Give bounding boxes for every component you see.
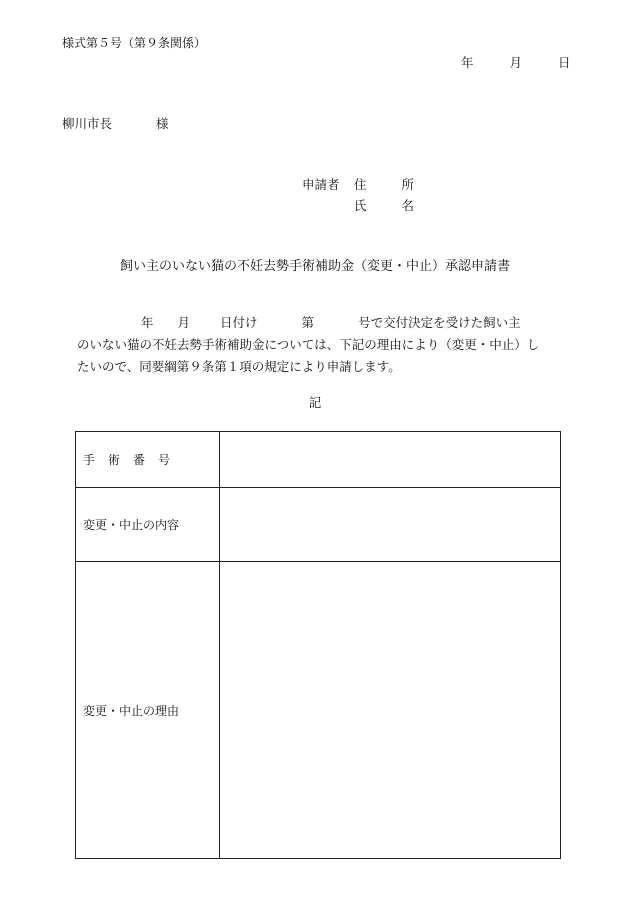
recipient [62,114,169,132]
change-reason-field[interactable] [220,562,561,859]
change-content-label: 変更・中止の内容 [76,488,220,562]
form-number: 様式第５号（第９条関係） [62,36,207,50]
body-line-3: たいので、同要綱第９条第１項の規定により申請します。 [77,359,401,374]
body-text [77,312,567,378]
table-row [76,488,561,562]
change-reason-label: 変更・中止の理由 [76,562,220,859]
document-title: 飼い主のいない猫の不妊去勢手術補助金（変更・中止）承認申請書 [119,259,510,274]
name-label: 氏 名 [354,198,414,213]
table-row [76,432,561,488]
address-label: 住 所 [354,177,414,192]
body-line-1: 年 月 日付け 第 号で交付決定を受けた飼い主 [141,315,521,330]
surgery-number-label: 手術番号 [76,432,220,488]
change-content-field[interactable] [220,488,561,562]
applicant-block [302,174,414,216]
form-table [75,431,561,859]
recipient-honorific: 様 [156,116,169,131]
date-month-label: 月 [509,55,522,70]
surgery-number-field[interactable] [220,432,561,488]
ki-heading: 記 [308,395,322,410]
applicant-label: 申請者 [302,177,340,192]
body-line-2: のいない猫の不妊去勢手術補助金については、下記の理由により（変更・中止）し [77,337,540,352]
table-row [76,562,561,859]
date-year-label: 年 [461,55,474,70]
date-day-label: 日 [557,55,571,70]
date-line [461,53,570,71]
recipient-name: 柳川市長 [62,116,113,131]
